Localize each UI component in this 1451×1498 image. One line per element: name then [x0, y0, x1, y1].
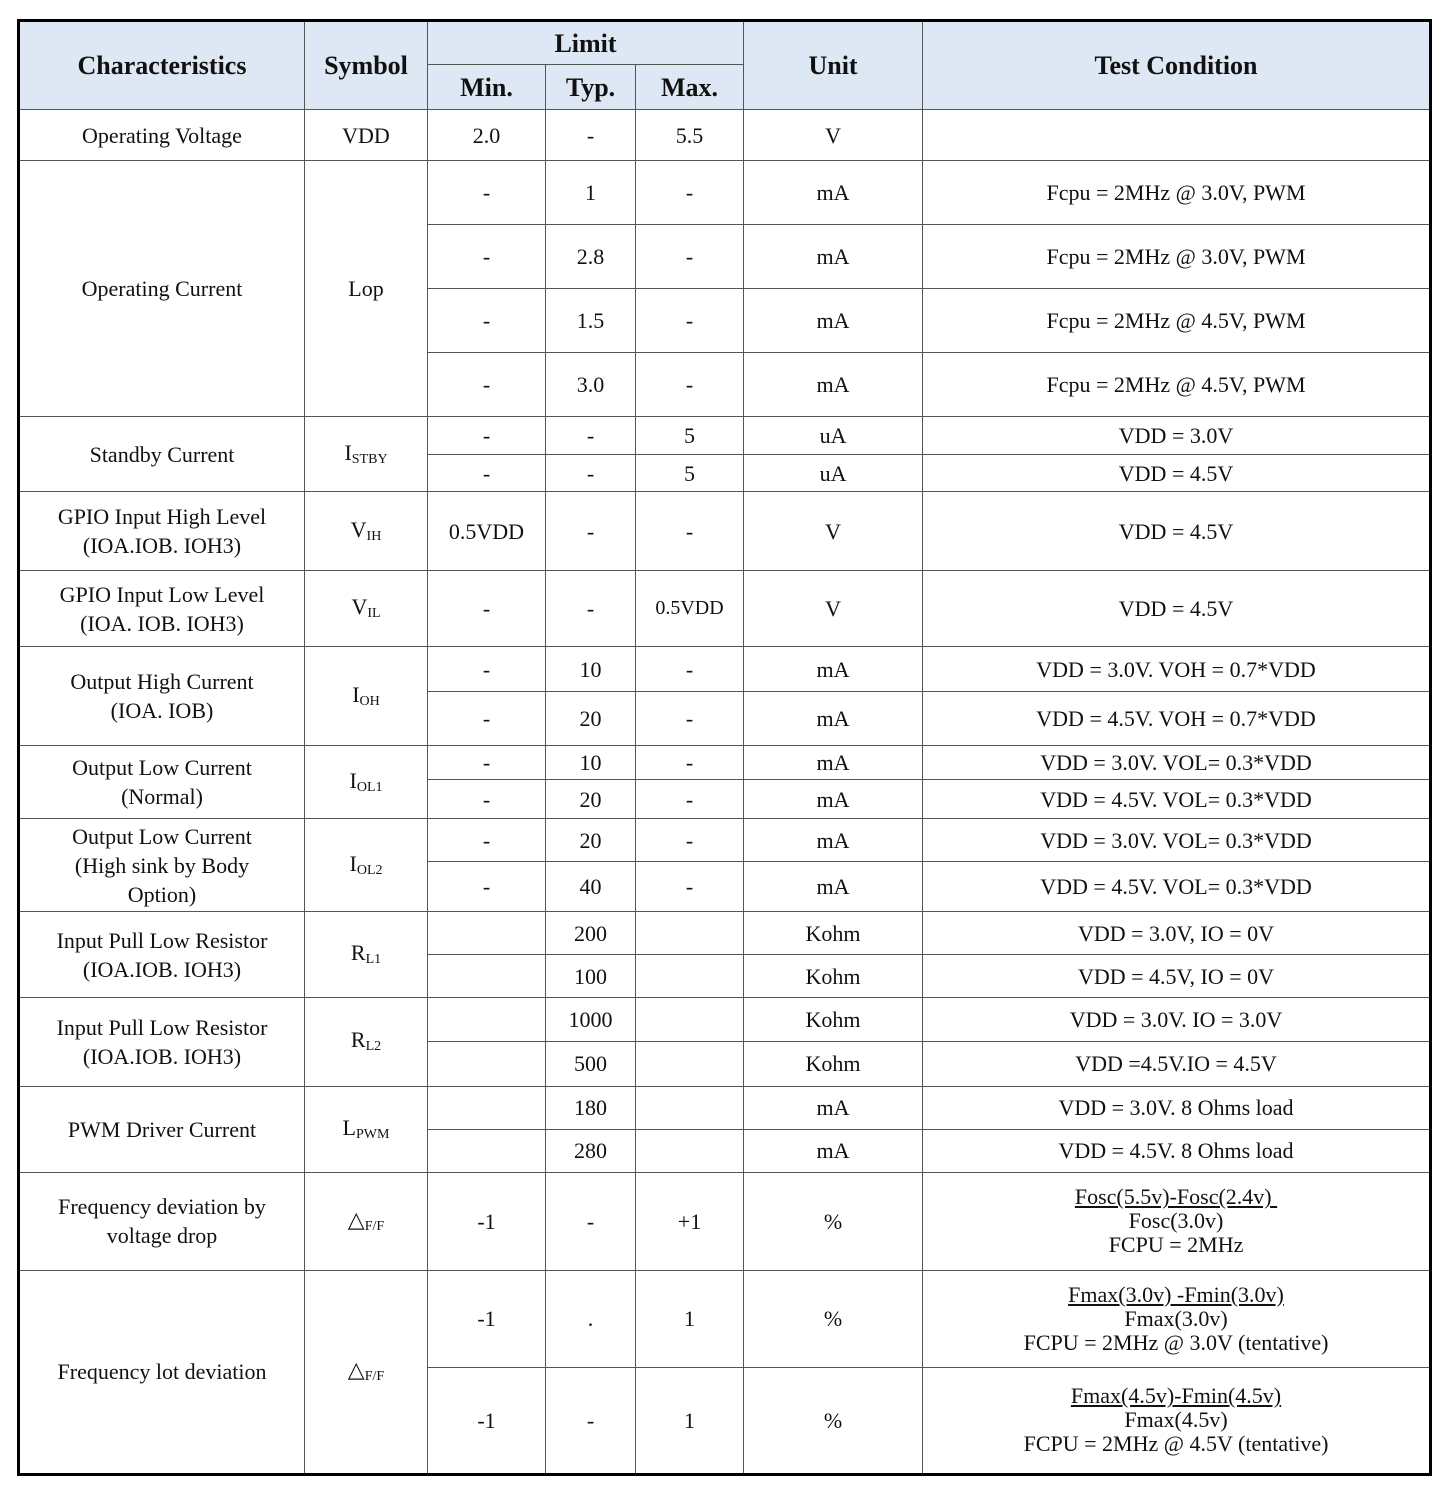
min-cell: -: [428, 455, 546, 492]
max-cell: -: [636, 746, 744, 780]
symbol-cell: $I_{STBY}$: [305, 417, 428, 492]
table-row: [19, 1172, 1431, 1270]
formula-denominator: Fosc(3.0v): [1128, 1208, 1224, 1234]
unit-cell: V: [744, 571, 923, 647]
unit-cell: Kohm: [744, 912, 923, 955]
max-cell: -: [636, 353, 744, 417]
condition-cell: Fcpu = 2MHz @ 4.5V, PWM: [923, 353, 1431, 417]
unit-cell: Kohm: [744, 998, 923, 1042]
char-cell: Output Low Current (High sink by Body Option): [19, 819, 305, 912]
typ-cell: 1: [546, 161, 636, 225]
table-row: [19, 492, 1431, 571]
condition-cell: Fcpu = 2MHz @ 3.0V, PWM: [923, 225, 1431, 289]
symbol-cell: Lop: [305, 161, 428, 417]
max-cell: 1: [636, 1367, 744, 1474]
unit-cell: %: [744, 1270, 923, 1367]
table-row: [19, 647, 1431, 692]
typ-cell: 500: [546, 1042, 636, 1086]
header-unit: Unit: [744, 21, 923, 110]
min-cell: [428, 912, 546, 955]
unit-cell: mA: [744, 819, 923, 862]
min-cell: -: [428, 780, 546, 819]
max-cell: 0.5VDD: [636, 571, 744, 647]
typ-cell: 20: [546, 780, 636, 819]
formula-numerator: Fosc(5.5v)-Fosc(2.4v): [1074, 1184, 1278, 1210]
max-cell: -: [636, 647, 744, 692]
min-cell: -: [428, 692, 546, 746]
unit-cell: %: [744, 1172, 923, 1270]
char-cell: Output Low Current (Normal): [19, 746, 305, 819]
min-cell: -: [428, 571, 546, 647]
table-row: [19, 161, 1431, 225]
condition-cell: VDD = 3.0V. VOH = 0.7*VDD: [923, 647, 1431, 692]
unit-cell: Kohm: [744, 955, 923, 998]
max-cell: [636, 912, 744, 955]
formula-numerator: Fmax(4.5v)-Fmin(4.5v): [1070, 1383, 1282, 1409]
char-cell: GPIO Input High Level (IOA.IOB. IOH3): [19, 492, 305, 571]
char-cell: GPIO Input Low Level (IOA. IOB. IOH3): [19, 571, 305, 647]
condition-cell: [923, 1270, 1431, 1367]
table-row: [19, 571, 1431, 647]
typ-cell: 2.8: [546, 225, 636, 289]
typ-cell: -: [546, 1367, 636, 1474]
min-cell: [428, 1042, 546, 1086]
condition-cell: VDD = 4.5V: [923, 455, 1431, 492]
typ-cell: -: [546, 455, 636, 492]
unit-cell: Kohm: [744, 1042, 923, 1086]
formula-condition: FCPU = 2MHz @ 4.5V (tentative): [1023, 1431, 1329, 1457]
formula-numerator: Fmax(3.0v) -Fmin(3.0v): [1068, 1281, 1284, 1307]
unit-cell: mA: [744, 225, 923, 289]
char-cell: Frequency deviation by voltage drop: [19, 1172, 305, 1270]
condition-cell: VDD = 4.5V: [923, 492, 1431, 571]
typ-cell: -: [546, 417, 636, 455]
max-cell: -: [636, 289, 744, 353]
unit-cell: mA: [744, 161, 923, 225]
symbol-cell: $R_{L1}$: [305, 912, 428, 998]
condition-cell: VDD =4.5V.IO = 4.5V: [923, 1042, 1431, 1086]
typ-cell: 100: [546, 955, 636, 998]
condition-cell: [923, 1367, 1431, 1474]
symbol-cell: $V_{IH}$: [305, 492, 428, 571]
header-test-condition: Test Condition: [923, 21, 1431, 110]
table-row: [19, 417, 1431, 455]
formula-denominator: Fmax(3.0v): [1124, 1305, 1228, 1331]
unit-cell: mA: [744, 353, 923, 417]
min-cell: -1: [428, 1367, 546, 1474]
condition-cell: Fcpu = 2MHz @ 4.5V, PWM: [923, 289, 1431, 353]
typ-cell: 10: [546, 746, 636, 780]
condition-cell: VDD = 3.0V. VOL= 0.3*VDD: [923, 819, 1431, 862]
min-cell: -: [428, 647, 546, 692]
symbol-cell: VDD: [305, 110, 428, 161]
char-cell: Output High Current (IOA. IOB): [19, 647, 305, 746]
max-cell: [636, 955, 744, 998]
max-cell: 5.5: [636, 110, 744, 161]
max-cell: -: [636, 161, 744, 225]
electrical-characteristics-table: [17, 19, 1432, 1476]
max-cell: -: [636, 692, 744, 746]
typ-cell: 1000: [546, 998, 636, 1042]
max-cell: -: [636, 492, 744, 571]
max-cell: -: [636, 862, 744, 912]
unit-cell: uA: [744, 417, 923, 455]
unit-cell: %: [744, 1367, 923, 1474]
min-cell: 0.5VDD: [428, 492, 546, 571]
min-cell: [428, 955, 546, 998]
condition-cell: VDD = 3.0V: [923, 417, 1431, 455]
symbol-cell: $V_{IL}$: [305, 571, 428, 647]
unit-cell: mA: [744, 780, 923, 819]
typ-cell: 20: [546, 692, 636, 746]
symbol-cell: $\triangle_{F/F}$: [305, 1270, 428, 1474]
header-characteristics: Characteristics: [19, 21, 305, 110]
header-min: Min.: [428, 65, 546, 110]
condition-cell: VDD = 4.5V, IO = 0V: [923, 955, 1431, 998]
table-row: [19, 110, 1431, 161]
typ-cell: 3.0: [546, 353, 636, 417]
min-cell: [428, 1086, 546, 1129]
header-row-1: [19, 21, 1431, 65]
min-cell: -: [428, 746, 546, 780]
typ-cell: 20: [546, 819, 636, 862]
max-cell: 5: [636, 417, 744, 455]
table-row: [19, 998, 1431, 1042]
condition-cell: VDD = 3.0V. IO = 3.0V: [923, 998, 1431, 1042]
symbol-cell: $L_{PWM}$: [305, 1086, 428, 1172]
symbol-cell: $I_{OL1}$: [305, 746, 428, 819]
condition-cell: VDD = 4.5V. VOL= 0.3*VDD: [923, 862, 1431, 912]
max-cell: +1: [636, 1172, 744, 1270]
symbol-cell: $I_{OH}$: [305, 647, 428, 746]
unit-cell: mA: [744, 746, 923, 780]
typ-cell: 1.5: [546, 289, 636, 353]
unit-cell: mA: [744, 1086, 923, 1129]
min-cell: -1: [428, 1172, 546, 1270]
condition-cell: Fcpu = 2MHz @ 3.0V, PWM: [923, 161, 1431, 225]
unit-cell: uA: [744, 455, 923, 492]
symbol-cell: $\triangle_{F/F}$: [305, 1172, 428, 1270]
max-cell: -: [636, 225, 744, 289]
typ-cell: 200: [546, 912, 636, 955]
min-cell: -: [428, 417, 546, 455]
min-cell: -: [428, 225, 546, 289]
typ-cell: .: [546, 1270, 636, 1367]
header-symbol: Symbol: [305, 21, 428, 110]
condition-cell: VDD = 4.5V: [923, 571, 1431, 647]
condition-cell: VDD = 3.0V. VOL= 0.3*VDD: [923, 746, 1431, 780]
char-cell: Operating Current: [19, 161, 305, 417]
header-limit: Limit: [428, 21, 744, 65]
symbol-cell: $I_{OL2}$: [305, 819, 428, 912]
table-row: [19, 746, 1431, 780]
condition-cell: VDD = 4.5V. VOH = 0.7*VDD: [923, 692, 1431, 746]
min-cell: 2.0: [428, 110, 546, 161]
formula-denominator: Fmax(4.5v): [1124, 1407, 1228, 1433]
condition-cell: [923, 1172, 1431, 1270]
table-row: [19, 819, 1431, 862]
min-cell: [428, 998, 546, 1042]
min-cell: -: [428, 862, 546, 912]
unit-cell: mA: [744, 647, 923, 692]
max-cell: 1: [636, 1270, 744, 1367]
condition-cell: VDD = 3.0V. 8 Ohms load: [923, 1086, 1431, 1129]
unit-cell: mA: [744, 289, 923, 353]
typ-cell: 10: [546, 647, 636, 692]
symbol-cell: $R_{L2}$: [305, 998, 428, 1086]
formula-condition: FCPU = 2MHz @ 3.0V (tentative): [1023, 1329, 1329, 1355]
max-cell: [636, 998, 744, 1042]
typ-cell: -: [546, 571, 636, 647]
max-cell: [636, 1042, 744, 1086]
char-cell: Operating Voltage: [19, 110, 305, 161]
min-cell: -: [428, 161, 546, 225]
typ-cell: 280: [546, 1129, 636, 1172]
char-cell: Frequency lot deviation: [19, 1270, 305, 1474]
unit-cell: mA: [744, 692, 923, 746]
char-cell: PWM Driver Current: [19, 1086, 305, 1172]
typ-cell: -: [546, 492, 636, 571]
header-max: Max.: [636, 65, 744, 110]
unit-cell: V: [744, 110, 923, 161]
typ-cell: 180: [546, 1086, 636, 1129]
condition-cell: VDD = 4.5V. 8 Ohms load: [923, 1129, 1431, 1172]
typ-cell: 40: [546, 862, 636, 912]
min-cell: -1: [428, 1270, 546, 1367]
max-cell: 5: [636, 455, 744, 492]
header-typ: Typ.: [546, 65, 636, 110]
char-cell: Input Pull Low Resistor (IOA.IOB. IOH3): [19, 998, 305, 1086]
table-row: [19, 1086, 1431, 1129]
min-cell: -: [428, 819, 546, 862]
char-cell: Standby Current: [19, 417, 305, 492]
min-cell: [428, 1129, 546, 1172]
max-cell: [636, 1086, 744, 1129]
char-cell: Input Pull Low Resistor (IOA.IOB. IOH3): [19, 912, 305, 998]
condition-cell: [923, 110, 1431, 161]
min-cell: -: [428, 353, 546, 417]
unit-cell: V: [744, 492, 923, 571]
unit-cell: mA: [744, 1129, 923, 1172]
condition-cell: VDD = 4.5V. VOL= 0.3*VDD: [923, 780, 1431, 819]
table-row: [19, 1270, 1431, 1367]
max-cell: -: [636, 780, 744, 819]
min-cell: -: [428, 289, 546, 353]
unit-cell: mA: [744, 862, 923, 912]
max-cell: -: [636, 819, 744, 862]
max-cell: [636, 1129, 744, 1172]
typ-cell: -: [546, 1172, 636, 1270]
formula-condition: FCPU = 2MHz: [1108, 1232, 1244, 1258]
typ-cell: -: [546, 110, 636, 161]
table-row: [19, 912, 1431, 955]
condition-cell: VDD = 3.0V, IO = 0V: [923, 912, 1431, 955]
